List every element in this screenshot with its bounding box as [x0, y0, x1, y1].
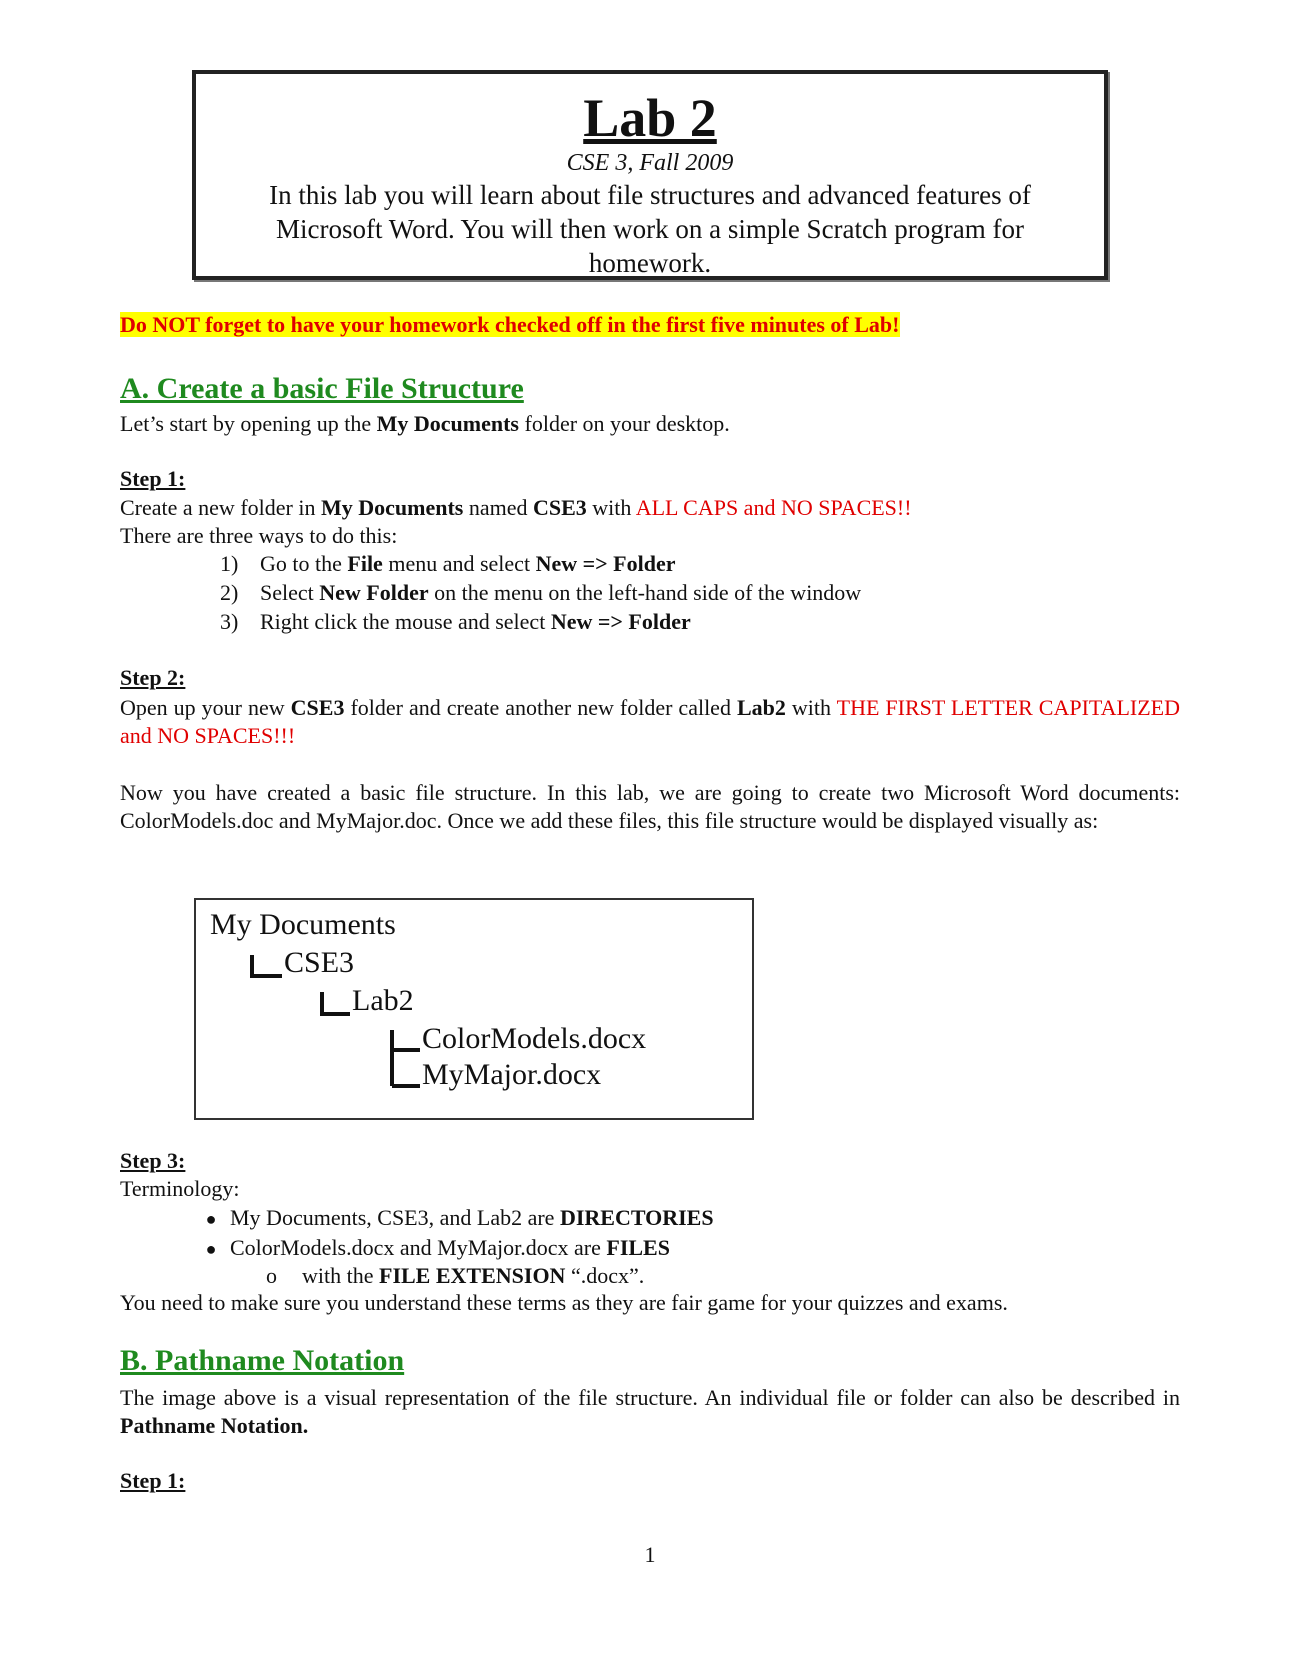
step3-closing: You need to make sure you understand these terms as they are fair game for your quizzes and exams. [120, 1290, 1008, 1315]
tree-file-colormodels: ColorModels.docx [422, 1022, 647, 1055]
warning-line [120, 312, 900, 338]
step1-lead: There are three ways to do this: [120, 523, 398, 548]
step3-lead: Terminology: [120, 1176, 240, 1201]
step3-label: Step 3: [120, 1148, 186, 1173]
summary-paragraph: Now you have created a basic file structure. In this lab, we are going to create two Microsoft Word documents: ColorModels.doc and MyMajor.doc. Once we add these files, this file structure would be displayed visually as: [120, 780, 1180, 833]
step1-list [220, 549, 861, 636]
tree-cse3: CSE3 [284, 946, 355, 979]
bullet-directories: ● My Documents, CSE3, and Lab2 are DIRECTORIES [192, 1203, 714, 1234]
step1-line: Create a new folder in My Documents named CSE3 with ALL CAPS and NO SPACES!! [120, 495, 912, 520]
section-a-heading: A. Create a basic File Structure [120, 372, 524, 405]
section-b-text: The image above is a visual representation of the file structure. An individual file or folder can also be described in Pathname Notation. [120, 1385, 1180, 1438]
file-tree-diagram [194, 898, 754, 1120]
tree-lab2: Lab2 [352, 984, 414, 1017]
page-subtitle: CSE 3, Fall 2009 [566, 150, 734, 176]
warning-text: Do NOT forget to have your homework checked off in the first five minutes of Lab! [120, 312, 900, 337]
section-b-step1-label: Step 1: [120, 1468, 186, 1493]
bullet-icon: ● [205, 1209, 217, 1229]
step2-line: Open up your new CSE3 folder and create another new folder called Lab2 with THE FIRST LETTER CAPITALIZED and NO SPACES!!! [120, 695, 1181, 748]
sub-bullet-extension: o with the FILE EXTENSION “.docx”. [266, 1261, 644, 1291]
section-a-intro: Let’s start by opening up the My Documents folder on your desktop. [120, 411, 730, 436]
step2-label: Step 2: [120, 665, 186, 690]
bullet-icon: ● [205, 1239, 217, 1259]
intro-text: In this lab you will learn about file structures and advanced features of Microsoft Word. You will then work on a simple Scratch program for homework. [269, 180, 1031, 278]
bullet-files: ● ColorModels.docx and MyMajor.docx are FILES [192, 1233, 670, 1264]
list-item: 2) Select New Folder on the menu on the left-hand side of the window [220, 580, 862, 605]
connector-cse3 [252, 955, 282, 976]
tree-root: My Documents [210, 908, 396, 941]
list-item: 3) Right click the mouse and select New => Folder [220, 609, 691, 634]
page-title: Lab 2 [583, 88, 717, 148]
tree-file-mymajor: MyMajor.docx [422, 1058, 602, 1091]
page-number: 1 [644, 1542, 656, 1567]
section-b-heading: B. Pathname Notation [120, 1344, 405, 1377]
step1-label: Step 1: [120, 466, 186, 491]
connector-lab2 [322, 992, 350, 1014]
list-item: 1) Go to the File menu and select New => Folder [220, 551, 676, 576]
sub-bullet-marker: o [266, 1263, 277, 1288]
title-box [192, 70, 1108, 280]
